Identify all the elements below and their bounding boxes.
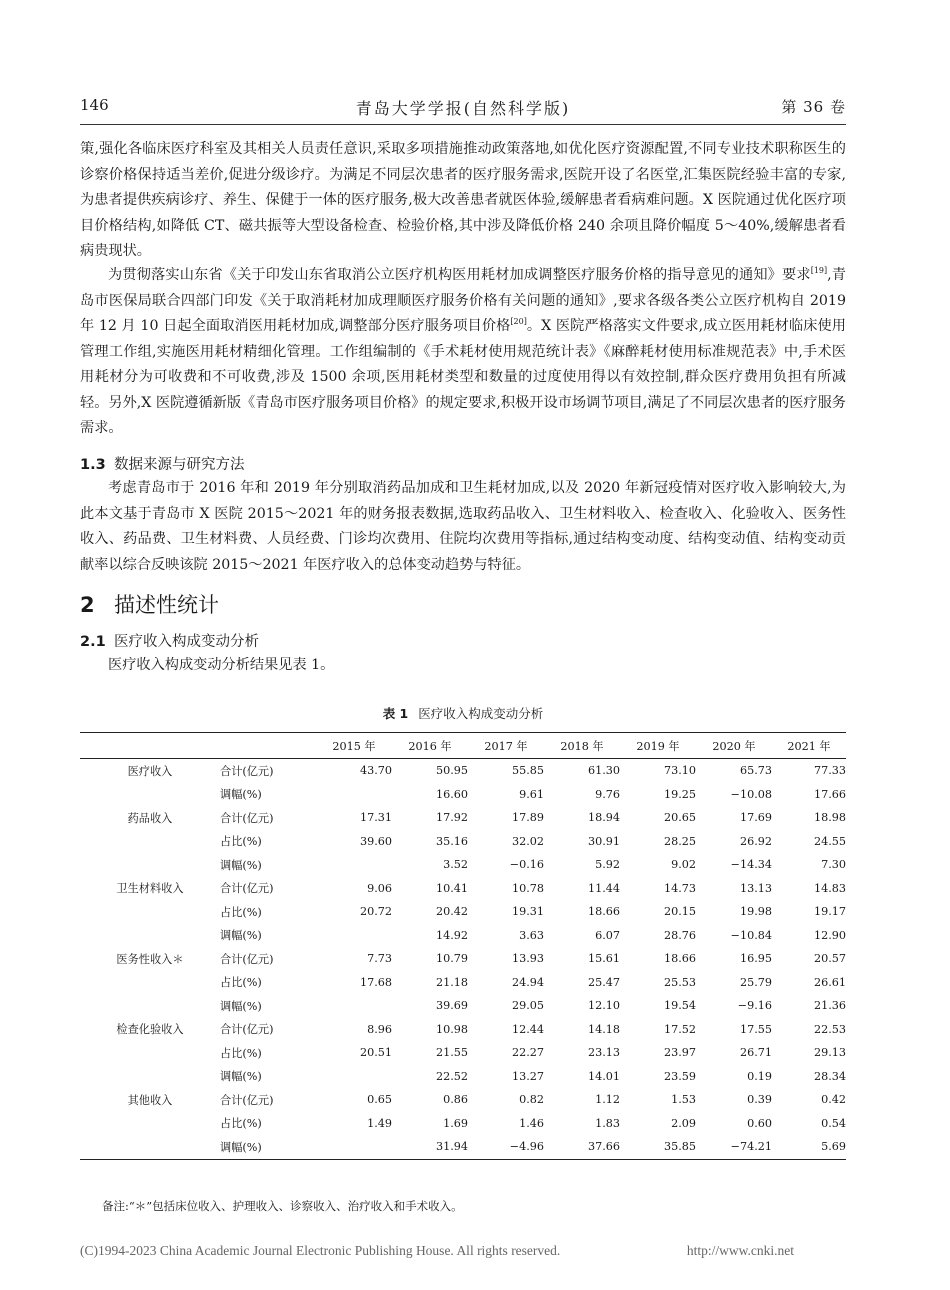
table-cell: 20.15	[663, 905, 696, 919]
table-cell: 9.76	[595, 787, 620, 801]
table-cell: 5.69	[821, 1140, 846, 1154]
row-category	[80, 900, 220, 924]
table-cell: 17.31	[359, 811, 392, 825]
table-cell: 17.68	[359, 975, 392, 989]
table-cell: 73.10	[663, 764, 696, 778]
copyright-text: (C)1994-2023 China Academic Journal Electronic Publishing House. All rights reserved.	[80, 1243, 561, 1258]
row-category	[80, 1041, 220, 1065]
journal-title: 青岛大学学报(自然科学版)	[355, 99, 571, 118]
table-cell: 0.86	[443, 1093, 468, 1107]
table-cell: 21.18	[435, 975, 468, 989]
table-cell: 35.85	[663, 1140, 696, 1154]
table-cell: 26.71	[739, 1046, 772, 1060]
running-header	[80, 96, 846, 120]
table-cell: 20.51	[359, 1046, 392, 1060]
table-row	[80, 877, 846, 901]
table-cell: 10.78	[511, 881, 544, 895]
row-category	[80, 1112, 220, 1136]
row-metric: 调幅(%)	[220, 1070, 262, 1084]
table-row	[80, 1112, 846, 1136]
table-cell: 26.92	[739, 834, 772, 848]
paragraph-2-part-b: ,青岛市医保局联合四部门印发《关于取消耗材加成理顺医疗服务价格有关问题的通知》,要求各级各类公立医疗机构自 2019 年 12 月 10 日起全面取消医用耗材加成,调整部分医疗服务项目价格	[80, 267, 846, 334]
table-cell: 10.79	[435, 952, 468, 966]
table-row	[80, 924, 846, 948]
table-cell	[316, 994, 392, 1018]
table-cell: 23.97	[663, 1046, 696, 1060]
table-cell: 15.61	[587, 952, 620, 966]
table-cell: 22.52	[435, 1069, 468, 1083]
table-cell: 17.66	[813, 787, 846, 801]
table-cell: 0.54	[821, 1116, 846, 1130]
table-cell: 39.69	[435, 999, 468, 1013]
table-cell: 28.76	[663, 928, 696, 942]
table-cell: 20.42	[435, 905, 468, 919]
table-cell: 61.30	[587, 764, 620, 778]
table-cell: −14.34	[730, 858, 772, 872]
row-category: 医疗收入	[127, 764, 173, 778]
table-row	[80, 830, 846, 854]
table-cell: 22.53	[813, 1022, 846, 1036]
row-category	[80, 853, 220, 877]
row-metric: 合计(亿元)	[220, 882, 274, 896]
table-cell: 18.66	[587, 905, 620, 919]
table-cell: 32.02	[511, 834, 544, 848]
table-cell: 25.53	[663, 975, 696, 989]
row-metric: 合计(亿元)	[220, 952, 274, 966]
table-cell: −74.21	[730, 1140, 772, 1154]
table-cell: 23.13	[587, 1046, 620, 1060]
table-cell: 14.73	[663, 881, 696, 895]
table-cell: 0.39	[747, 1093, 772, 1107]
row-metric: 占比(%)	[220, 1117, 262, 1131]
section-heading-2	[80, 589, 219, 619]
table-cell: 14.18	[587, 1022, 620, 1036]
table-cell: 17.92	[435, 811, 468, 825]
table-cell: 5.92	[595, 858, 620, 872]
table-cell: 29.13	[813, 1046, 846, 1060]
table-cell: 14.92	[435, 928, 468, 942]
table-cell: 31.94	[435, 1140, 468, 1154]
table-cell: 0.65	[367, 1093, 392, 1107]
volume-label: 第 36 卷	[781, 98, 846, 116]
table-cell: 9.61	[519, 787, 544, 801]
table-cell: 13.27	[511, 1069, 544, 1083]
table-cell: 0.82	[519, 1093, 544, 1107]
table-cell: −10.84	[730, 928, 772, 942]
header-empty	[80, 733, 220, 759]
table-cell: 24.55	[813, 834, 846, 848]
row-metric: 占比(%)	[220, 1046, 262, 1060]
row-metric: 合计(亿元)	[220, 811, 274, 825]
paragraph-2-part-a: 为贯彻落实山东省《关于印发山东省取消公立医疗机构医用耗材加成调整医疗服务价格的指导意见的通知》要求	[108, 267, 811, 283]
table-cell: 0.42	[821, 1093, 846, 1107]
year-header: 2017 年	[484, 739, 528, 753]
year-header: 2016 年	[408, 739, 452, 753]
subsection-heading-2-1	[80, 630, 259, 651]
table-label: 表 1	[382, 706, 409, 721]
subsection-title: 数据来源与研究方法	[114, 457, 245, 473]
table-cell	[316, 1065, 392, 1089]
table-row	[80, 1135, 846, 1159]
table-cell: 9.06	[367, 881, 392, 895]
table-row	[80, 971, 846, 995]
table-cell: 21.55	[435, 1046, 468, 1060]
table-row	[80, 947, 846, 971]
row-metric: 调幅(%)	[220, 929, 262, 943]
table-cell: 65.73	[739, 764, 772, 778]
income-table	[80, 732, 846, 1160]
table-cell	[316, 1135, 392, 1159]
table-cell: 13.13	[739, 881, 772, 895]
table-cell: 22.27	[511, 1046, 544, 1060]
table-cell: 17.89	[511, 811, 544, 825]
row-category	[80, 830, 220, 854]
table-cell: 12.10	[587, 999, 620, 1013]
row-category	[80, 783, 220, 807]
row-metric: 调幅(%)	[220, 1140, 262, 1154]
table-row	[80, 1088, 846, 1112]
table-row	[80, 806, 846, 830]
table-header-row	[80, 733, 846, 759]
subsection-number: 1.3	[80, 457, 106, 473]
table-cell: 10.98	[435, 1022, 468, 1036]
table-cell	[316, 783, 392, 807]
table-cell	[316, 924, 392, 948]
table-cell: 3.52	[443, 858, 468, 872]
table-cell: 17.69	[739, 811, 772, 825]
table-cell: −10.08	[730, 787, 772, 801]
table-cell: 17.55	[739, 1022, 772, 1036]
row-metric: 合计(亿元)	[220, 1023, 274, 1037]
citation-19: [19]	[810, 266, 828, 275]
page-number: 146	[80, 96, 109, 114]
table-cell: 0.60	[747, 1116, 772, 1130]
section-title: 描述性统计	[114, 593, 219, 617]
table-cell: 13.93	[511, 952, 544, 966]
row-category: 药品收入	[127, 811, 173, 825]
table-cell: 9.02	[671, 858, 696, 872]
table-cell: 18.66	[663, 952, 696, 966]
table-cell: −9.16	[737, 999, 772, 1013]
table-cell: 50.95	[435, 764, 468, 778]
paragraph-4: 医疗收入构成变动分析结果见表 1。	[108, 657, 335, 673]
row-metric: 占比(%)	[220, 976, 262, 990]
table-cell: 39.60	[359, 834, 392, 848]
row-metric: 占比(%)	[220, 905, 262, 919]
table-cell: 16.60	[435, 787, 468, 801]
table-cell: 7.73	[367, 952, 392, 966]
table-cell: 20.72	[359, 905, 392, 919]
table-row	[80, 759, 846, 783]
section-number: 2	[80, 593, 95, 617]
table-cell: 8.96	[367, 1022, 392, 1036]
table-cell: 18.98	[813, 811, 846, 825]
table-cell: 14.83	[813, 881, 846, 895]
table-cell: 11.44	[587, 881, 620, 895]
row-category: 其他收入	[127, 1093, 173, 1107]
table-cell: 35.16	[435, 834, 468, 848]
table-cell: 25.79	[739, 975, 772, 989]
row-category	[80, 994, 220, 1018]
row-category	[80, 1135, 220, 1159]
header-empty	[220, 733, 316, 759]
table-caption	[80, 704, 846, 722]
table-cell: −0.16	[509, 858, 544, 872]
subsection-title: 医疗收入构成变动分析	[114, 634, 259, 650]
row-category: 医务性收入＊	[116, 952, 184, 966]
row-metric: 合计(亿元)	[220, 1093, 274, 1107]
row-category	[80, 1065, 220, 1089]
table-row	[80, 853, 846, 877]
table-cell: 6.07	[595, 928, 620, 942]
table-cell: 7.30	[821, 858, 846, 872]
year-header: 2020 年	[712, 739, 756, 753]
table-cell: 20.57	[813, 952, 846, 966]
table-title: 医疗收入构成变动分析	[418, 706, 544, 721]
table-cell: 2.09	[671, 1116, 696, 1130]
row-metric: 调幅(%)	[220, 858, 262, 872]
table-cell: 21.36	[813, 999, 846, 1013]
table-cell: 28.34	[813, 1069, 846, 1083]
table-cell: 19.54	[663, 999, 696, 1013]
subsection-number: 2.1	[80, 634, 106, 650]
table-cell: 43.70	[359, 764, 392, 778]
table-cell: 1.49	[367, 1116, 392, 1130]
paragraph-2	[80, 263, 846, 442]
table-cell: 18.94	[587, 811, 620, 825]
table-cell: 77.33	[813, 764, 846, 778]
cnki-url: http://www.cnki.net	[686, 1243, 794, 1258]
row-category: 卫生材料收入	[116, 882, 184, 896]
table-cell: 12.90	[813, 928, 846, 942]
table-cell: 55.85	[511, 764, 544, 778]
table-row	[80, 994, 846, 1018]
table-note: 备注:“＊”包括床位收入、护理收入、诊察收入、治疗收入和手术收入。	[102, 1199, 463, 1213]
table-cell: 25.47	[587, 975, 620, 989]
table-cell: 10.41	[435, 881, 468, 895]
subsection-heading-1-3	[80, 453, 245, 474]
row-category	[80, 971, 220, 995]
row-metric: 调幅(%)	[220, 788, 262, 802]
header-rule	[80, 124, 846, 125]
year-header: 2021 年	[787, 739, 831, 753]
row-category: 检查化验收入	[116, 1023, 184, 1037]
table-row	[80, 1041, 846, 1065]
paragraph-2-part-c: 。X 医院严格落实文件要求,成立医用耗材临床使用管理工作组,实施医用耗材精细化管理。工作组编制的《手术耗材使用规范统计表》《麻醉耗材使用标准规范表》中,手术医用耗材分为可收费和不可收费,涉及 1500 余项,医用耗材类型和数量的过度使用得以有效控制,群众医疗费用负担有所减轻。另外,X 医院遵循新版《青岛市医疗服务项目价格》的规定要求,积极开设市场调节项目,满足了不同层次患者的医疗服务需求。	[80, 318, 846, 436]
table-cell: 0.19	[747, 1069, 772, 1083]
table-cell: 26.61	[813, 975, 846, 989]
table-cell: 1.53	[671, 1093, 696, 1107]
table-cell: 19.25	[663, 787, 696, 801]
year-header: 2015 年	[332, 739, 376, 753]
table-cell: 37.66	[587, 1140, 620, 1154]
citation-20: [20]	[510, 317, 527, 326]
table-cell: 1.83	[595, 1116, 620, 1130]
year-header: 2019 年	[636, 739, 680, 753]
table-cell: 17.52	[663, 1022, 696, 1036]
table-cell: −4.96	[509, 1140, 544, 1154]
table-cell: 16.95	[739, 952, 772, 966]
row-metric: 调幅(%)	[220, 999, 262, 1013]
table-row	[80, 783, 846, 807]
table-row	[80, 1018, 846, 1042]
table-cell: 28.25	[663, 834, 696, 848]
table-row	[80, 900, 846, 924]
table-cell: 19.17	[813, 905, 846, 919]
table-cell	[316, 853, 392, 877]
table-cell: 19.31	[511, 905, 544, 919]
row-metric: 合计(亿元)	[220, 764, 274, 778]
table-cell: 24.94	[511, 975, 544, 989]
table-cell: 3.63	[519, 928, 544, 942]
paragraph-1: 策,强化各临床医疗科室及其相关人员责任意识,采取多项措施推动政策落地,如优化医疗资源配置,不同专业技术职称医生的诊察价格保持适当差价,促进分级诊疗。为满足不同层次患者的医疗服务需求,医院开设了名医堂,汇集医院经验丰富的专家,为患者提供疾病诊疗、养生、保健于一体的医疗服务,极大改善患者就医体验,缓解患者看病难问题。X 医院通过优化医疗项目价格结构,如降低 CT、磁共振等大型设备检查、检验价格,其中涉及降低价格 240 余项且降价幅度 5～40%,缓解患者看病贵现状。	[80, 141, 846, 259]
paragraph-3: 考虑青岛市于 2016 年和 2019 年分别取消药品加成和卫生耗材加成,以及 2020 年新冠疫情对医疗收入影响较大,为此本文基于青岛市 X 医院 2015～2021 年的财务报表数据,选取药品收入、卫生材料收入、检查收入、化验收入、医务性收入、药品费、卫生材料费、人员经费、门诊均次费用、住院均次费用等指标,通过结构变动度、结构变动值、结构变动贡献率以综合反映该院 2015～2021 年医疗收入的总体变动趋势与特征。	[80, 480, 846, 573]
table-cell: 1.46	[519, 1116, 544, 1130]
table-cell: 12.44	[511, 1022, 544, 1036]
table-row	[80, 1065, 846, 1089]
year-header: 2018 年	[560, 739, 604, 753]
footer	[80, 1243, 846, 1259]
table-cell: 29.05	[511, 999, 544, 1013]
table-cell: 1.12	[595, 1093, 620, 1107]
table-cell: 1.69	[443, 1116, 468, 1130]
table-cell: 20.65	[663, 811, 696, 825]
row-category	[80, 924, 220, 948]
table-cell: 23.59	[663, 1069, 696, 1083]
table-cell: 30.91	[587, 834, 620, 848]
table-cell: 14.01	[587, 1069, 620, 1083]
row-metric: 占比(%)	[220, 835, 262, 849]
table-cell: 19.98	[739, 905, 772, 919]
